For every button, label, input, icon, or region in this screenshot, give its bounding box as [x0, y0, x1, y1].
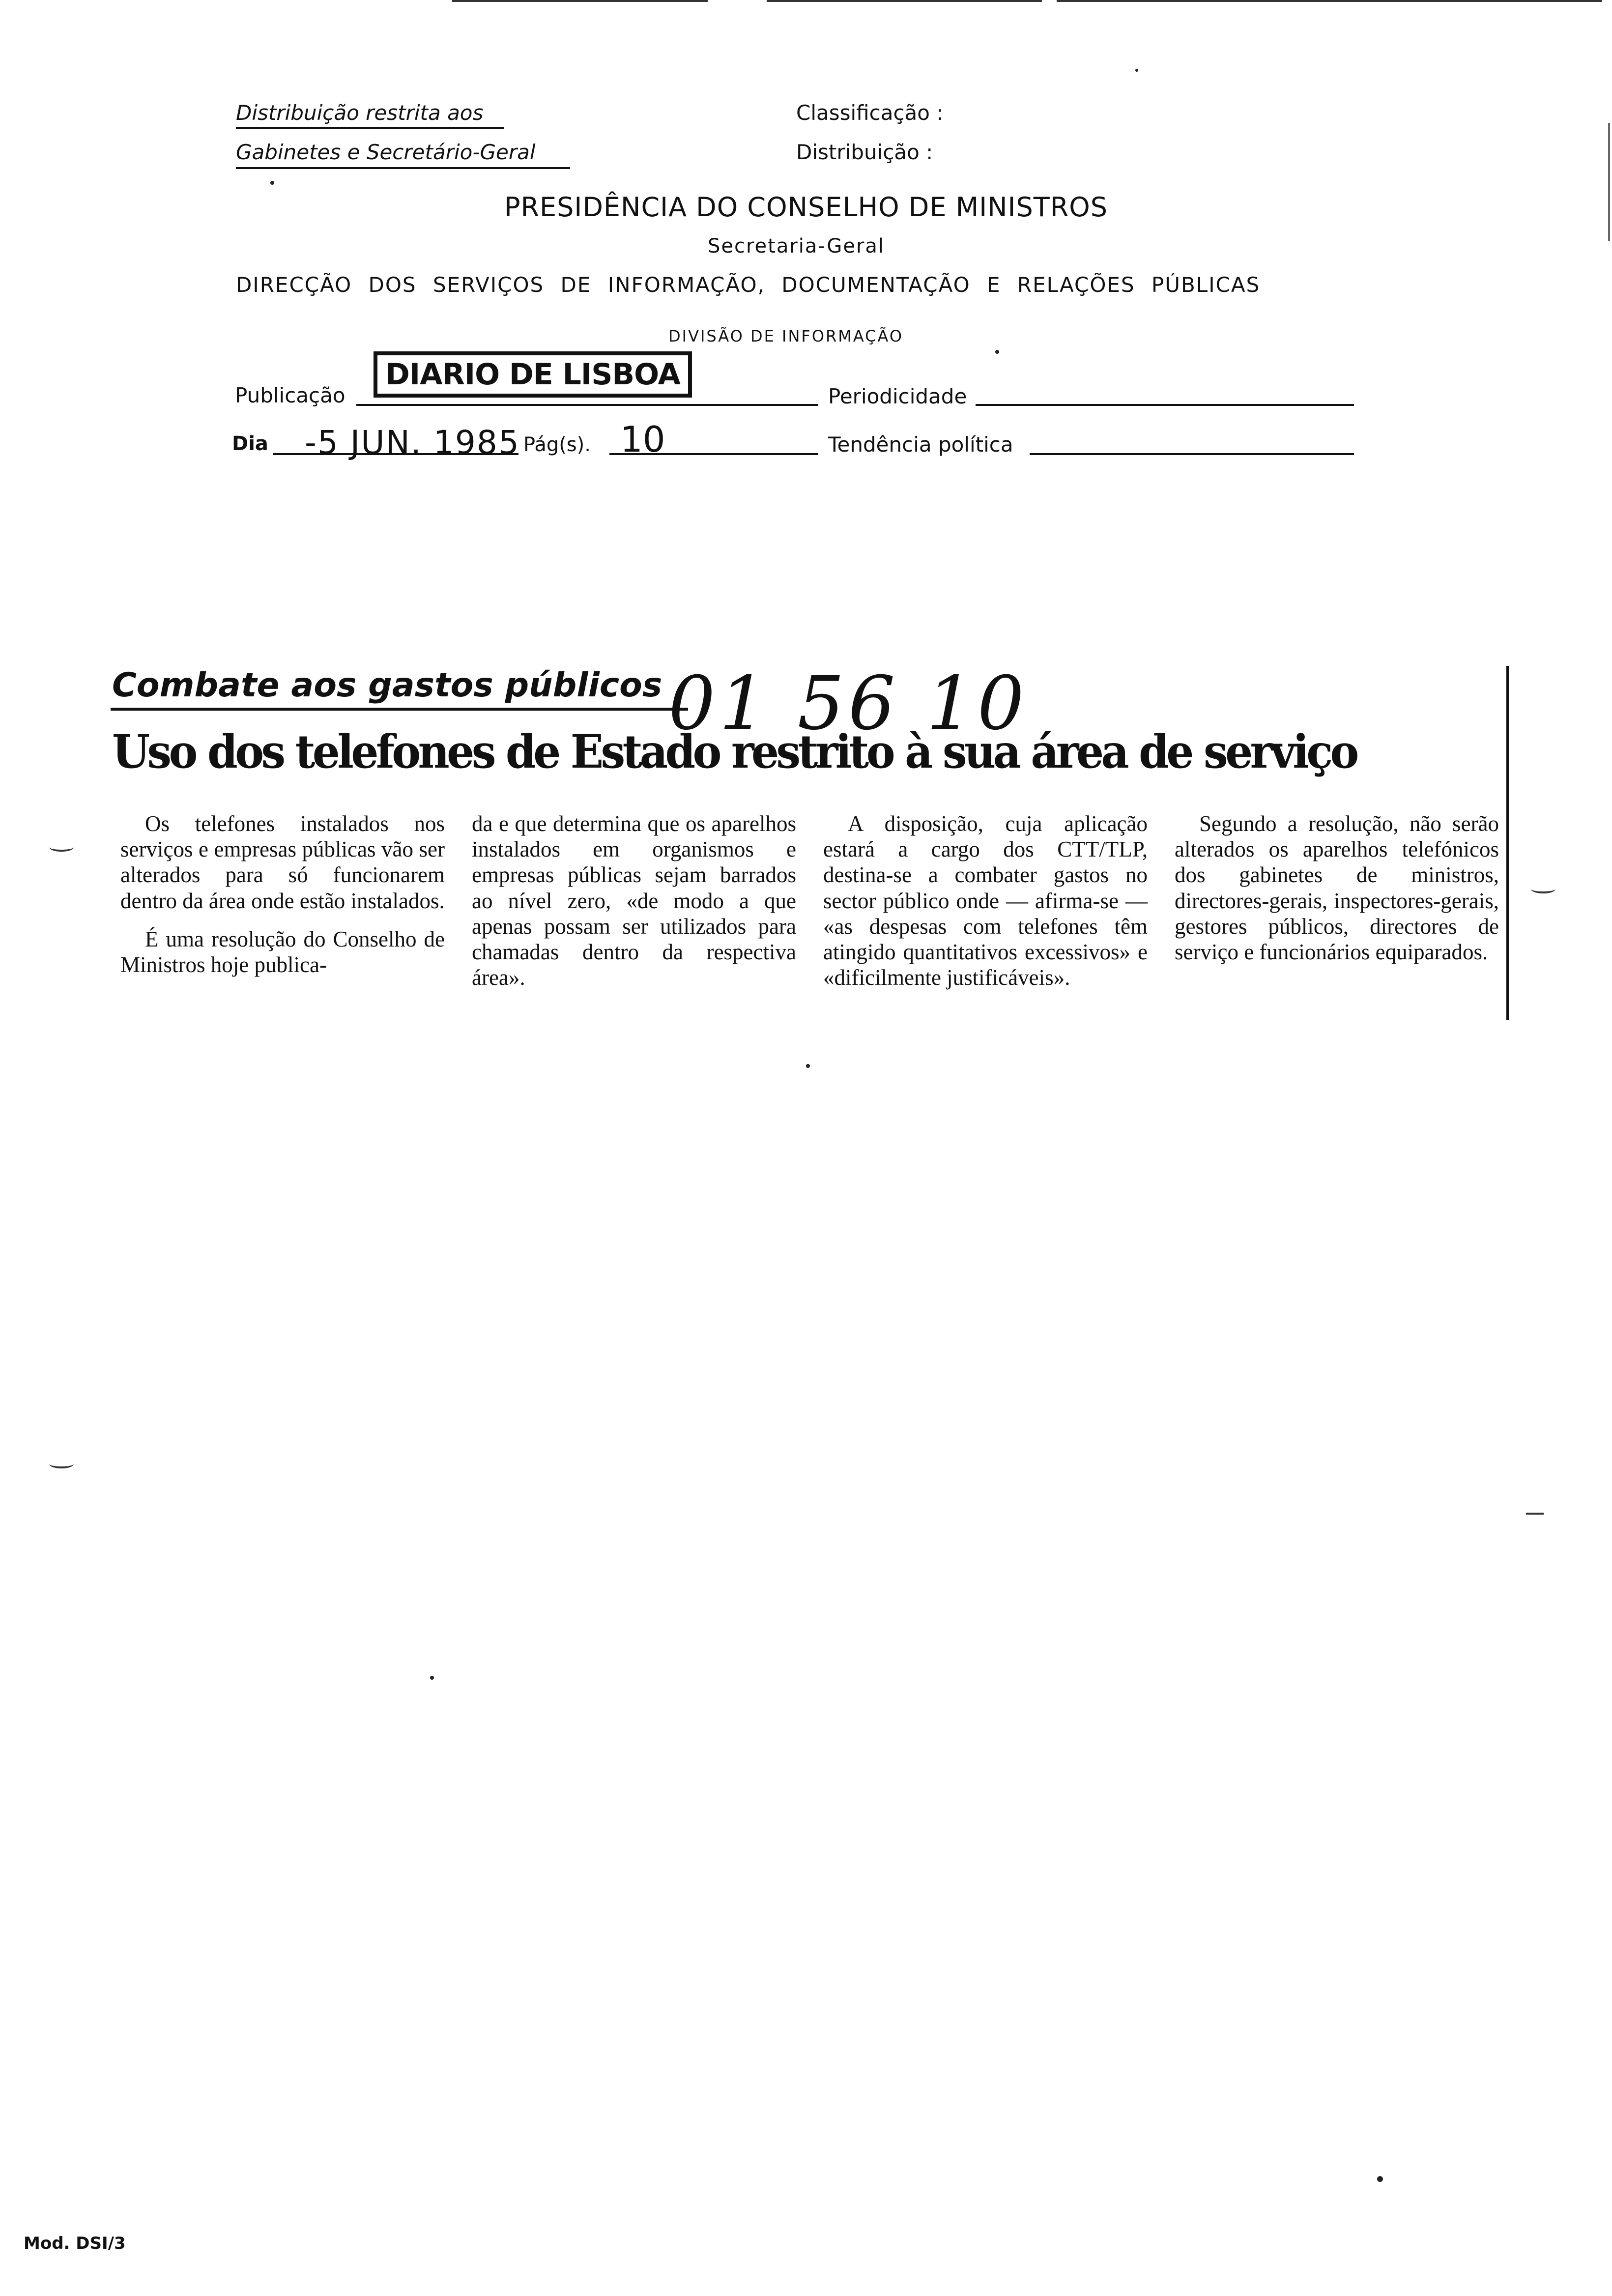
speck: [430, 1676, 434, 1680]
article-column-1: [120, 811, 445, 990]
article-column-4: [1175, 811, 1499, 977]
paragraph: da e que determina que os aparelhos instalados em organismos e empresas públicas sejam barrados ao nível zero, «de modo a que apenas possam ser utilizados para chamadas dentro da respectiva área».: [472, 811, 796, 990]
article-headline: Uso dos telefones de Estado restrito à sua área de serviço: [112, 725, 1356, 779]
underline: [236, 127, 504, 129]
speck: [1377, 2176, 1383, 2182]
institution-title: PRESIDÊNCIA DO CONSELHO DE MINISTROS: [504, 192, 1108, 223]
directorate-title: DIRECÇÃO DOS SERVIÇOS DE INFORMAÇÃO, DOCUMENTAÇÃO E RELAÇÕES PÚBLICAS: [236, 273, 1261, 297]
distribution-label: Distribuição :: [796, 140, 933, 164]
article-column-2: [472, 811, 796, 1003]
handwritten-reference: 01 56 10: [668, 661, 1028, 746]
model-number: Mod. DSI/3: [24, 2234, 126, 2253]
periodicity-line: [976, 404, 1354, 406]
day-stamp: -5 JUN. 1985: [305, 424, 520, 461]
scan-mark: [49, 1460, 74, 1468]
article-kicker: Combate aos gastos públicos: [112, 666, 662, 705]
day-label: Dia: [232, 432, 268, 455]
publication-label: Publicação: [235, 383, 345, 407]
tendency-line: [1030, 453, 1354, 455]
scan-mark: [1531, 885, 1555, 893]
scan-edge-line: [452, 0, 708, 2]
article-column-3: [823, 811, 1148, 1003]
scan-edge-line: [1057, 0, 1602, 2]
pages-label: Pág(s).: [523, 433, 591, 456]
paragraph: É uma resolução do Conselho de Ministros hoje publica-: [120, 926, 445, 977]
scan-mark: [1608, 123, 1610, 241]
tendency-label: Tendência política: [828, 432, 1013, 457]
paragraph: A disposição, cuja aplicação estará a cargo dos CTT/TLP, destina-se a combater gastos no sector público onde — afirma-se — «as despesas com telefones têm atingido quantitativos excessivos» e «dificilmente justificáveis».: [823, 811, 1148, 990]
scan-mark: [49, 843, 74, 852]
paragraph: Os telefones instalados nos serviços e empresas públicas vão ser alterados para só funcionarem dentro da área onde estão instalados.: [120, 811, 445, 913]
scan-edge-line: [767, 0, 1042, 2]
restricted-distribution-line1: Distribuição restrita aos: [236, 101, 484, 125]
article-right-rule: [1506, 666, 1509, 1020]
paragraph: Segundo a resolução, não serão alterados os aparelhos telefónicos dos gabinetes de ministros, directores-gerais, inspectores-gerais, gestores públicos, directores de serviço e funcionários equiparados.: [1175, 811, 1499, 964]
publication-stamp: DIARIO DE LISBOA: [374, 351, 692, 398]
secretariat-label: Secretaria-Geral: [708, 235, 885, 258]
speck: [995, 350, 999, 354]
publication-line: [356, 404, 818, 406]
pages-value: 10: [620, 419, 665, 460]
classification-label: Classificação :: [796, 101, 944, 125]
kicker-rule: [111, 708, 688, 711]
periodicity-label: Periodicidade: [828, 384, 967, 408]
speck: [270, 181, 274, 185]
speck: [1135, 69, 1138, 72]
restricted-distribution-line2: Gabinetes e Secretário-Geral: [236, 140, 536, 164]
scan-mark: [1526, 1513, 1544, 1515]
underline: [236, 167, 570, 169]
division-label: DIVISÃO DE INFORMAÇÃO: [668, 327, 904, 345]
speck: [806, 1064, 810, 1068]
